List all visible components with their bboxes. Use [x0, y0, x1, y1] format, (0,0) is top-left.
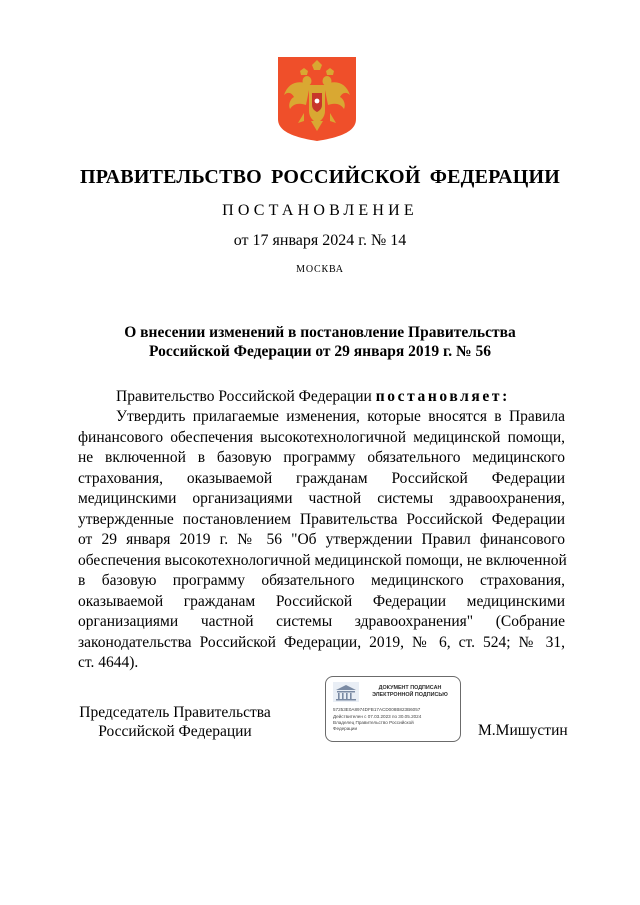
signer-title-line: Председатель Правительства [79, 704, 271, 721]
coat-of-arms-icon [276, 55, 358, 143]
body-line: медицинскими организациями частной системы здравоохранения, [78, 490, 565, 507]
stamp-title [364, 685, 456, 698]
government-building-icon [333, 682, 359, 702]
government-name: ПРАВИТЕЛЬСТВО РОССИЙСКОЙ ФЕДЕРАЦИИ [80, 166, 560, 188]
stamp-title-line: ДОКУМЕНТ ПОДПИСАН [378, 685, 442, 691]
intro-verb: постановляет: [375, 388, 510, 405]
signer-name: М.Мишустин [478, 722, 568, 739]
body-line: обеспечения высокотехнологичной медицинской помощи, не включенной [78, 551, 567, 569]
body-line: оказываемой гражданам Российской Федерации медицинскими [78, 592, 565, 610]
stamp-title-line: ЭЛЕКТРОННОЙ ПОДПИСЬЮ [372, 691, 448, 698]
document-date-number: от 17 января 2024 г. № 14 [233, 232, 407, 249]
body-paragraph [78, 407, 565, 674]
document-title-line: Российской Федерации от 29 января 2019 г. № 56 [149, 343, 491, 360]
body-line: организациями частной системы здравоохранения" (Собрание [78, 613, 565, 630]
stamp-owner: Владелец Правительство Российской [333, 720, 414, 725]
intro-paragraph [116, 386, 510, 407]
stamp-serial: 57253E0A8974DFB17ACD008B823B6057 [333, 707, 421, 712]
signer-title [70, 703, 280, 741]
stamp-owner: Федерации [333, 726, 358, 731]
body-line: финансового обеспечения высокотехнологичной медицинской помощи, [78, 428, 565, 446]
body-line: Утвердить прилагаемые изменения, которые вносятся в Правила [116, 408, 565, 425]
body-line: в базовую программу обязательного медицинского страхования, [78, 572, 565, 589]
document-title-line: О внесении изменений в постановление Правительства [124, 324, 516, 341]
intro-text: Правительство Российской Федерации [116, 388, 376, 405]
electronic-signature-stamp [325, 676, 461, 742]
body-line: утвержденные постановлением Правительства Российской Федерации [78, 510, 565, 528]
signer-title-line: Российской Федерации [98, 723, 252, 740]
body-line: законодательства Российской Федерации, 2019, № 6, ст. 524; № 31, [78, 633, 565, 651]
document-title [0, 323, 640, 361]
body-line: от 29 января 2019 г. № 56 "Об утверждении Правил финансового [78, 531, 565, 548]
body-line: ст. 4644). [78, 654, 139, 671]
body-line: не включенной в базовую программу обязательного медицинского [78, 449, 565, 466]
body-line: страхования, оказываемой гражданам Российской Федерации [78, 469, 565, 487]
stamp-validity: Действителен с 07.03.2023 по 30.05.2024 [333, 714, 422, 719]
document-city: МОСКВА [296, 264, 344, 275]
document-type: ПОСТАНОВЛЕНИЕ [222, 202, 418, 219]
